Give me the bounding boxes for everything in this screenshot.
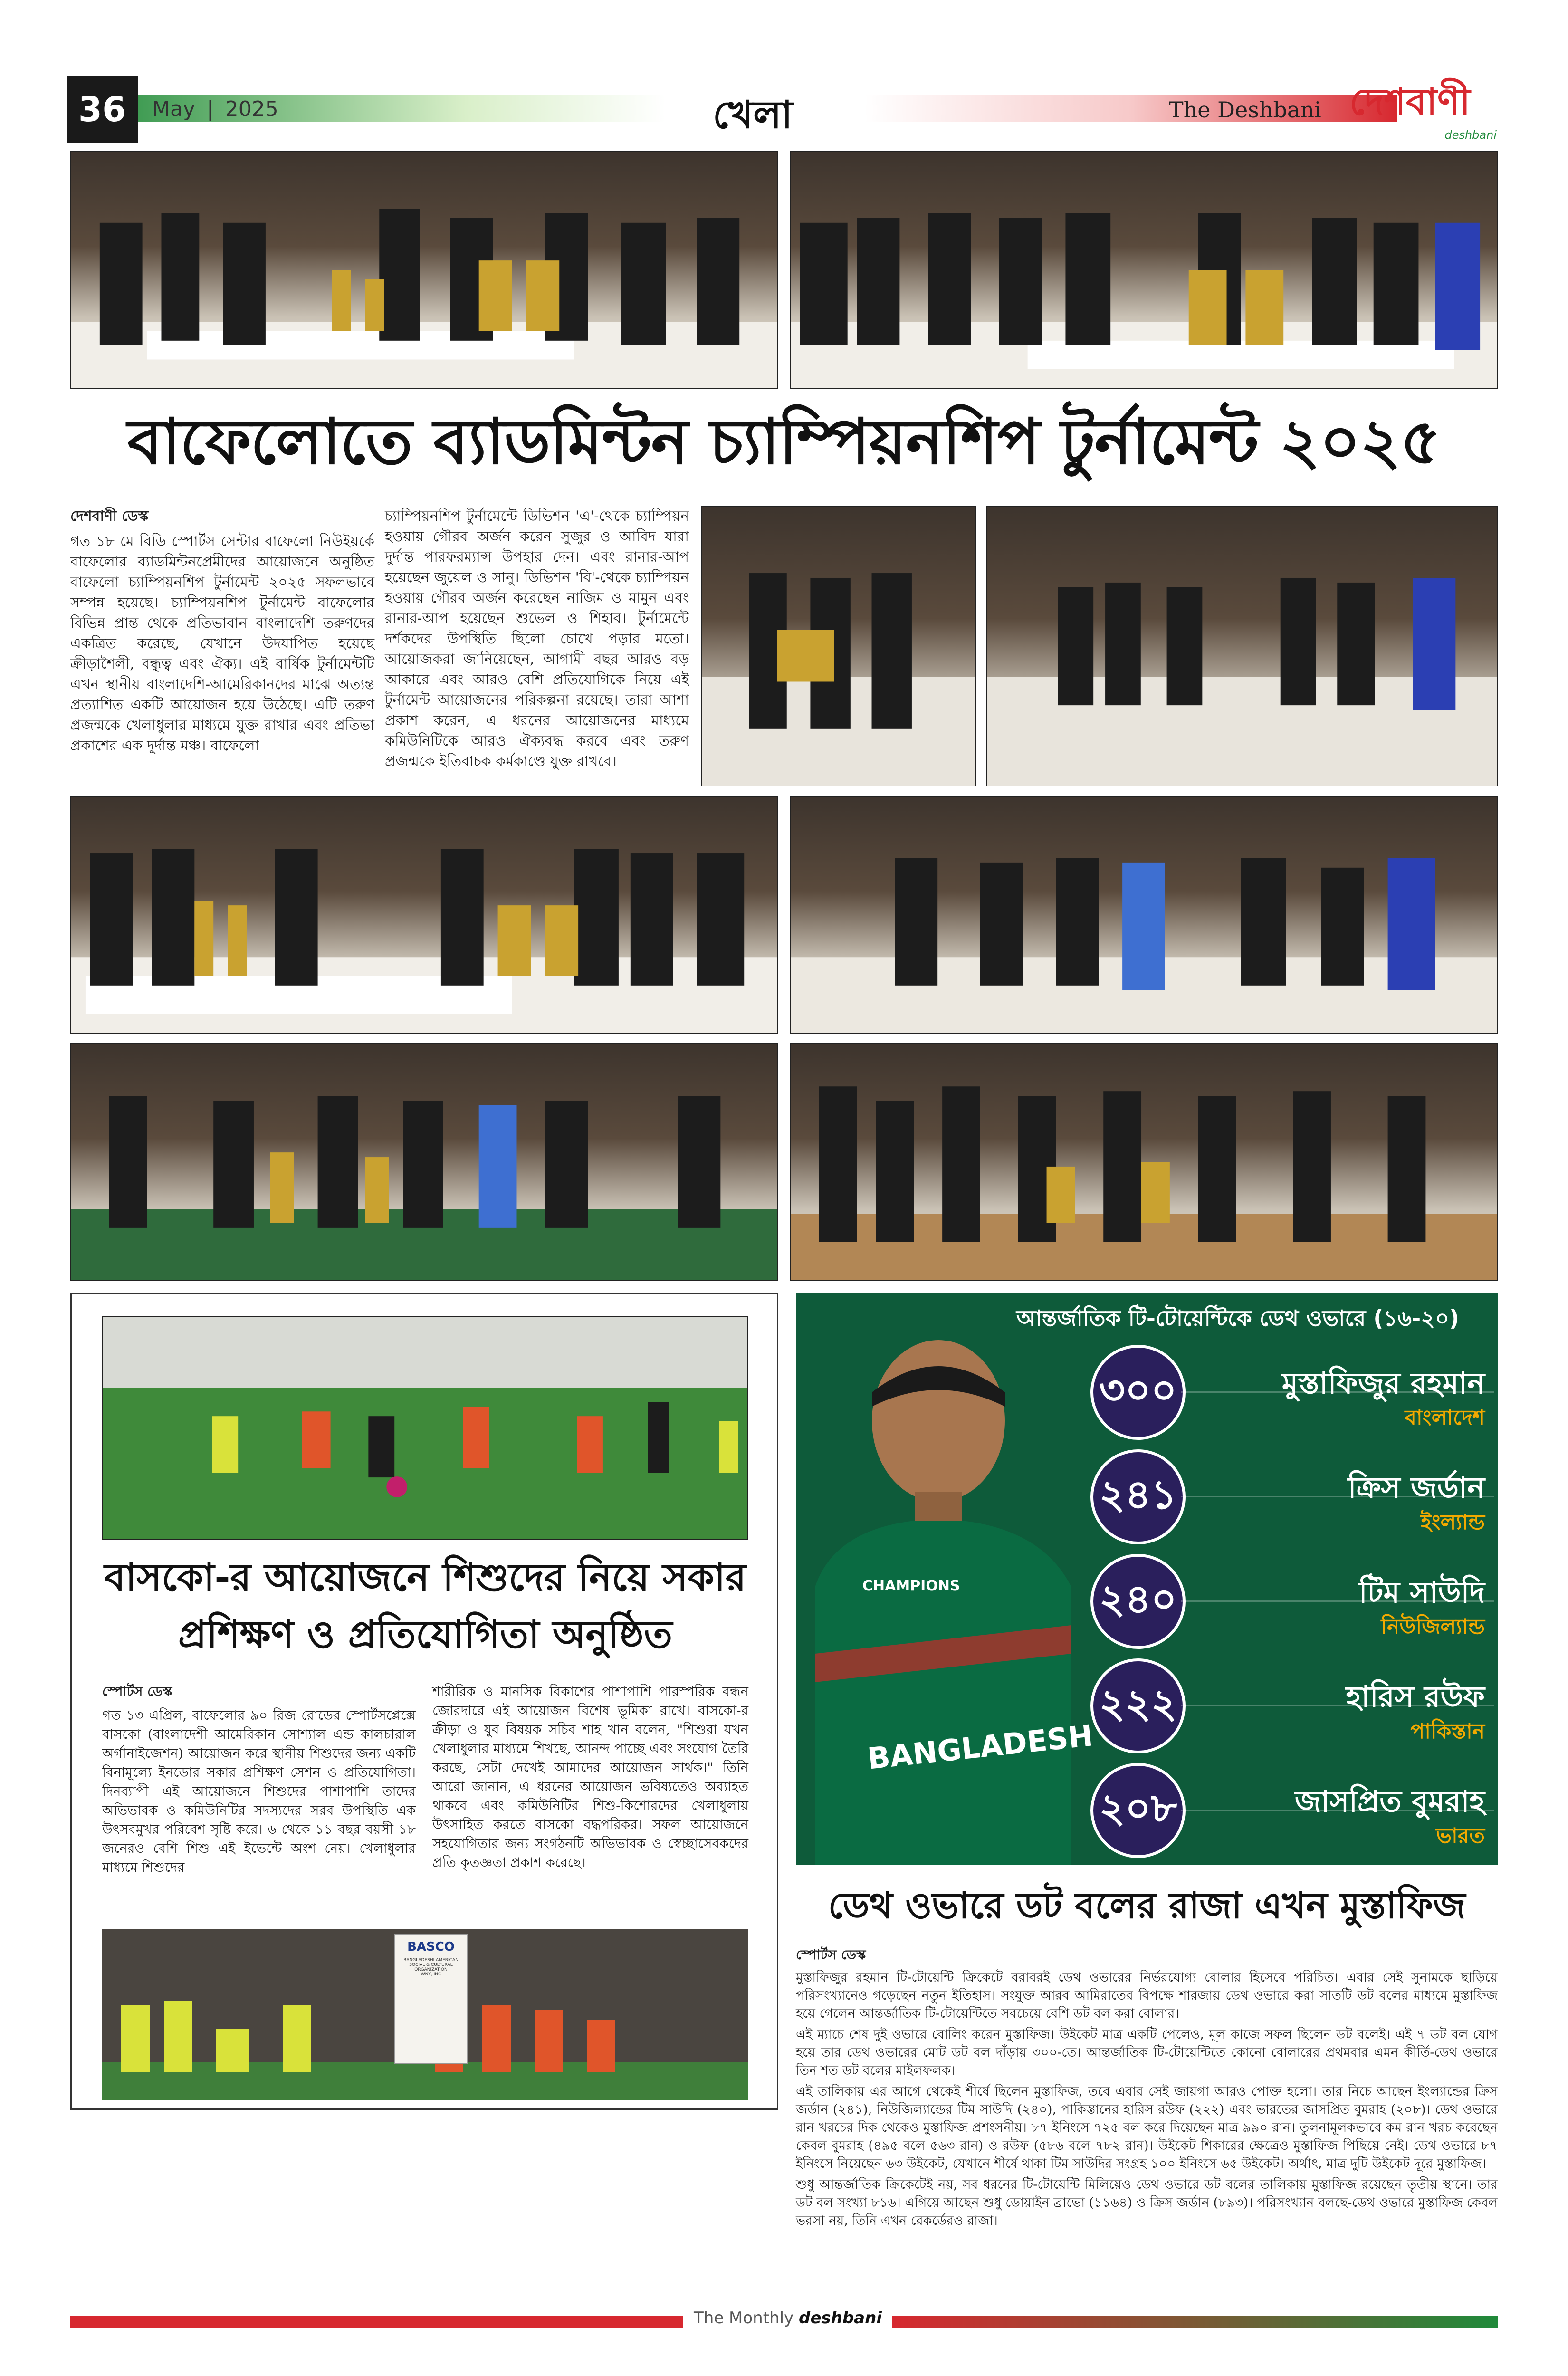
article3-para: এই তালিকায় এর আগে থেকেই শীর্ষে ছিলেন মুস্তাফিজ, তবে এবার সেই জায়গা আরও পোক্ত হলো। তার নিচে আছেন ইংল্যান্ডের ক্রিস জর্ডান (২৪১), নিউজিল্যান্ডের টিম সাউদি (২৪০), পাকিস্তানের হারিস রউফ (২২২) এবং ভারতের জাসপ্রিত বুমরাহ (২০৮)। ডেথ ওভারে রান খরচের দিক থেকেও মুস্তাফিজ প্রশংসনীয়। ৮৭ ইনিংসে ৭২৫ বল করে দিয়েছেন মাত্র ৯৯০ রান। তুলনামূলকভাবে কম রান খরচ করেছেন কেবল বুমরাহ (৪৯৫ বলে ৫৬৩ রান) ও রউফ (৫৮৬ বলে ৭৮২ রান)। উইকেট শিকারের ক্ষেত্রেও মুস্তাফিজ পিছিয়ে নেই। ডেথ ওভারে ৮৭ ইনিংসে নিয়েছেন ৬৩ উইকেট, যেখানে শীর্ষে থাকা টিম সাউদির সংগ্রহ ১০০ ইনিংসে ৬৫ উইকেট। অর্থাৎ, মাত্র দুটি উইকেট দূরে মুস্তাফিজ। — [796, 2084, 1498, 2171]
trophy-photo-7 — [70, 1043, 778, 1281]
article3-para: এই ম্যাচে শেষ দুই ওভারে বোলিং করেন মুস্তাফিজ। উইকেট মাত্র একটি পেলেও, মূল কাজে সফল ছিলেন ডট বলেই। এই ৭ ডট বল যোগ হয়ে তার ডেথ ওভারের মোট ডট বল দাঁড়ায় ৩০০-তে। আন্তর্জাতিক টি-টোয়েন্টিতে কোনো বোলারের প্রথমবার এমন কীর্তি-ডেথ ওভারে তিন শত ডট বলের মাইলফলক। — [796, 2027, 1498, 2078]
header-year: 2025 — [225, 97, 278, 121]
footer-bar-left — [70, 2316, 683, 2328]
footer-label — [693, 2309, 883, 2328]
article1-col2-text: চ্যাম্পিয়নশিপ টুর্নামেন্টে ডিভিশন 'এ'-থেকে চ্যাম্পিয়ন হওয়ায় গৌরব অর্জন করেন সুজুর ও আবিদ যারা দুর্দান্ত পারফরম্যান্স উপহার দেন। এবং রানার-আপ হয়েছেন জুয়েল ও সানু। ডিভিশন 'বি'-থেকে চ্যাম্পিয়ন হওয়ায় গৌরব অর্জন করেছেন নাজিম ও মামুন এবং রানার-আপ হয়েছেন শুভেল ও শিহাব। টুর্নামেন্টে দর্শকদের উপস্থিতি ছিলো চোখে পড়ার মতো। আয়োজকরা জানিয়েছেন, আগামী বছর আরও বড় আকারে এবং আরও বেশি প্রতিযোগিকে নিয়ে এই টুর্নামেন্ট আয়োজনের পরিকল্পনা রয়েছে। তারা আশা প্রকাশ করেন, এ ধরনের আয়োজনের মাধ্যমে কমিউনিটিকে আরও ঐক্যবদ্ধ করবে এবং তরুণ প্রজন্মকে ইতিবাচক কর্মকাণ্ডে যুক্ত রাখবে। — [385, 508, 689, 770]
trophy-photo-1 — [70, 151, 778, 389]
basco-banner-line: SOCIAL & CULTURAL — [409, 1963, 453, 1967]
count-circle: ২৪১ — [1090, 1449, 1186, 1544]
trophy-photo-6 — [790, 796, 1498, 1034]
player-name: হারিস রউফ — [1346, 1679, 1485, 1714]
player-name: টিম সাউদি — [1358, 1575, 1485, 1610]
footer-brand: deshbani — [799, 2309, 882, 2328]
count-circle: ২২২ — [1090, 1658, 1186, 1753]
logo-text: দেশবাণী — [1349, 81, 1471, 124]
trophy-photo-3 — [701, 506, 976, 786]
article2-byline: স্পোর্টস ডেস্ক — [102, 1684, 172, 1699]
infographic-title: আন্তর্জাতিক টি-টোয়েন্টিকে ডেথ ওভারে (১৬-২০) — [1016, 1305, 1460, 1331]
row-divider — [1181, 1705, 1494, 1706]
article2-col2-text: শারীরিক ও মানসিক বিকাশের পাশাপাশি পারস্পরিক বন্ধন জোরদারে এই আয়োজন বিশেষ ভূমিকা রাখে। বাসকো-র ক্রীড়া ও যুব বিষয়ক সচিব শাহ খান বলেন, "শিশুরা যখন খেলাধুলার মাধ্যমে শিখছে, আনন্দ পাচ্ছে এবং সংযোগ তৈরি করছে, সেটা দেখেই আমাদের আয়োজন সার্থক।" তিনি আরো জানান, এ ধরনের আয়োজন ভবিষ্যতেও অব্যাহত থাকবে এবং কমিউনিটির শিশু-কিশোরদের খেলাধুলায় উৎসাহিত করতে বাসকো বদ্ধপরিকর। সফল আয়োজনে সহযোগিতার জন্য সংগঠনটি অভিভাবক ও স্বেচ্ছাসেবকদের প্রতি কৃতজ্ঞতা প্রকাশ করেছে। — [432, 1684, 748, 1870]
section-title: খেলা — [713, 93, 793, 137]
paper-name: The Deshbani — [1169, 97, 1321, 123]
player-country: ভারত — [1436, 1824, 1485, 1848]
article2-col2 — [432, 1682, 748, 1875]
row-divider — [1181, 1496, 1494, 1497]
article2-col1 — [102, 1682, 416, 1880]
basco-banner-line: BANGLADESHI AMERICAN — [403, 1958, 459, 1963]
article2-headline-2: প্রশিক্ষণ ও প্রতিযোগিতা অনুষ্ঠিত — [178, 1612, 673, 1657]
row-divider — [1181, 1600, 1494, 1602]
player-name: মুস্তাফিজুর রহমান — [1281, 1366, 1485, 1400]
player-portrait — [796, 1321, 1095, 1865]
jersey-badge: CHAMPIONS — [862, 1578, 960, 1594]
page-header — [67, 76, 1501, 143]
player-row — [1090, 1554, 1494, 1649]
footer — [70, 2309, 1498, 2337]
footer-bar-right — [892, 2316, 1498, 2328]
player-country: বাংলাদেশ — [1405, 1406, 1485, 1430]
count-circle: ৩০০ — [1090, 1345, 1186, 1440]
article1-col2 — [385, 506, 689, 775]
article3-headline: ডেথ ওভারে ডট বলের রাজা এখন মুস্তাফিজ — [828, 1884, 1466, 1926]
row-divider — [1181, 1810, 1494, 1811]
page-number: 36 — [67, 76, 138, 143]
article2-headline-1: বাসকো-র আয়োজনে শিশুদের নিয়ে সকার — [104, 1555, 746, 1600]
basco-banner-title: BASCO — [407, 1940, 455, 1954]
logo-sub: deshbani — [1444, 128, 1497, 142]
row-divider — [1181, 1391, 1494, 1393]
soccer-photo — [102, 1316, 748, 1540]
header-month: May — [152, 97, 195, 121]
player-country: পাকিস্তান — [1410, 1719, 1485, 1744]
count-circle: ২৪০ — [1090, 1554, 1186, 1649]
trophy-photo-8 — [790, 1043, 1498, 1281]
player-row — [1090, 1345, 1494, 1440]
count-circle: ২০৮ — [1090, 1763, 1186, 1858]
article3-para: শুধু আন্তর্জাতিক ক্রিকেটেই নয়, সব ধরনের টি-টোয়েন্টি মিলিয়েও ডেথ ওভারে ডট বলের তালিকায় মুস্তাফিজ রয়েছেন তৃতীয় স্থানে। তার ডট বল সংখ্যা ৮১৬। এগিয়ে আছেন শুধু ডোয়াইন ব্রাভো (১১৬৪) ও ক্রিস জর্ডান (৮৯৩)। পরিসংখ্যান বলছে-ডেথ ওভারে মুস্তাফিজ কেবল ভরসা নয়, তিনি এখন রেকর্ডেরও রাজা। — [796, 2177, 1498, 2228]
basco-banner-line: ORGANIZATION — [414, 1967, 448, 1972]
trophy-photo-4 — [986, 506, 1498, 786]
article1-byline: দেশবাণী ডেস্ক — [70, 508, 149, 525]
player-row — [1090, 1763, 1494, 1858]
deshbani-logo — [1349, 76, 1501, 143]
article1-col1-text: গত ১৮ মে বিডি স্পোর্টস সেন্টার বাফেলো নিউইয়র্কে বাফেলোর ব্যাডমিন্টনপ্রেমীদের আয়োজনে অনুষ্ঠিত বাফেলো চ্যাম্পিয়নশিপ টুর্নামেন্ট ২০২৫ সফলভাবে সম্পন্ন হয়েছে। চ্যাম্পিয়নশিপ টুর্নামেন্ট বাফেলোর বিভিন্ন প্রান্ত থেকে প্রতিভাবান বাংলাদেশি তরুণদের একত্রিত করেছে, যেখানে উদযাপিত হয়েছে ক্রীড়াশৈলী, বন্ধুত্ব এবং ঐক্য। এই বার্ষিক টুর্নামেন্টটি এখন স্থানীয় বাংলাদেশি-আমেরিকানদের মাঝে অত্যন্ত প্রত্যাশিত একটি আয়োজন হয়ে উঠেছে। এটি তরুণ প্রজন্মকে খেলাধুলার মাধ্যমে যুক্ত রাখার এবং প্রতিভা প্রকাশের এক দুর্দান্ত মঞ্চ। বাফেলো — [70, 533, 374, 754]
jersey-text: BANGLADESH — [866, 1718, 1095, 1776]
article3-byline: স্পোর্টস ডেস্ক — [796, 1947, 866, 1963]
article3-para: মুস্তাফিজুর রহমান টি-টোয়েন্টি ক্রিকেটে বরাবরই ডেথ ওভারের নির্ভরযোগ্য বোলার হিসেবে পরিচিত। এবার সেই সুনামকে ছাড়িয়ে পরিসংখ্যানেও গড়েছেন নতুন ইতিহাস। সংযুক্ত আরব আমিরাতের বিপক্ষে শারজায় ডেথ ওভারে করা সাতটি ডট বলের মাধ্যমে মুস্তাফিজ হয়ে গেলেন আন্তর্জাতিক টি-টোয়েন্টিতে সবচেয়ে বেশি ডট বল করা বোলার। — [796, 1970, 1498, 2021]
player-country: নিউজিল্যান্ড — [1381, 1615, 1485, 1639]
basco-banner — [394, 1934, 468, 2064]
trophy-photo-2 — [790, 151, 1498, 389]
player-name: জাসপ্রিত বুমরাহ — [1294, 1784, 1485, 1819]
footer-monthly: The Monthly — [694, 2309, 794, 2328]
player-row — [1090, 1449, 1494, 1544]
player-name: ক্রিস জর্ডান — [1348, 1470, 1485, 1505]
basco-banner-line: WNY, INC — [421, 1972, 441, 1977]
article3-text — [796, 1946, 1498, 2233]
deathover-infographic — [796, 1293, 1498, 1865]
trophy-photo-5 — [70, 796, 778, 1034]
header-date: May | 2025 — [152, 97, 278, 121]
article1-headline: বাফেলোতে ব্যাডমিন্টন চ্যাম্পিয়নশিপ টুর্নামেন্ট ২০২৫ — [127, 405, 1441, 479]
player-row — [1090, 1658, 1494, 1753]
basco-group-photo — [102, 1929, 748, 2100]
player-list — [1090, 1345, 1494, 1858]
article2-col1-text: গত ১৩ এপ্রিল, বাফেলোর ৯০ রিজ রোডের স্পোর্টসপ্লেক্সে বাসকো (বাংলাদেশী আমেরিকান সোশ্যাল এন্ড কালচারাল অর্গানাইজেশন) আয়োজন করে স্থানীয় শিশুদের জন্য একটি বিনামূল্যে ইনডোর সকার প্রশিক্ষণ সেশন ও প্রতিযোগিতা। দিনব্যাপী এই আয়োজনে শিশুদের পাশাপাশি তাদের অভিভাবক ও কমিউনিটির সদস্যদের সরব উপস্থিতি এক উৎসবমুখর পরিবেশ সৃষ্টি করে। ৬ থেকে ১১ বছর বয়সী ১৮ জনেরও বেশি শিশু এই ইভেন্টে অংশ নেয়। খেলাধুলার মাধ্যমে শিশুদের — [102, 1707, 416, 1875]
article1-col1 — [70, 506, 374, 759]
player-country: ইংল্যান্ড — [1420, 1510, 1485, 1534]
